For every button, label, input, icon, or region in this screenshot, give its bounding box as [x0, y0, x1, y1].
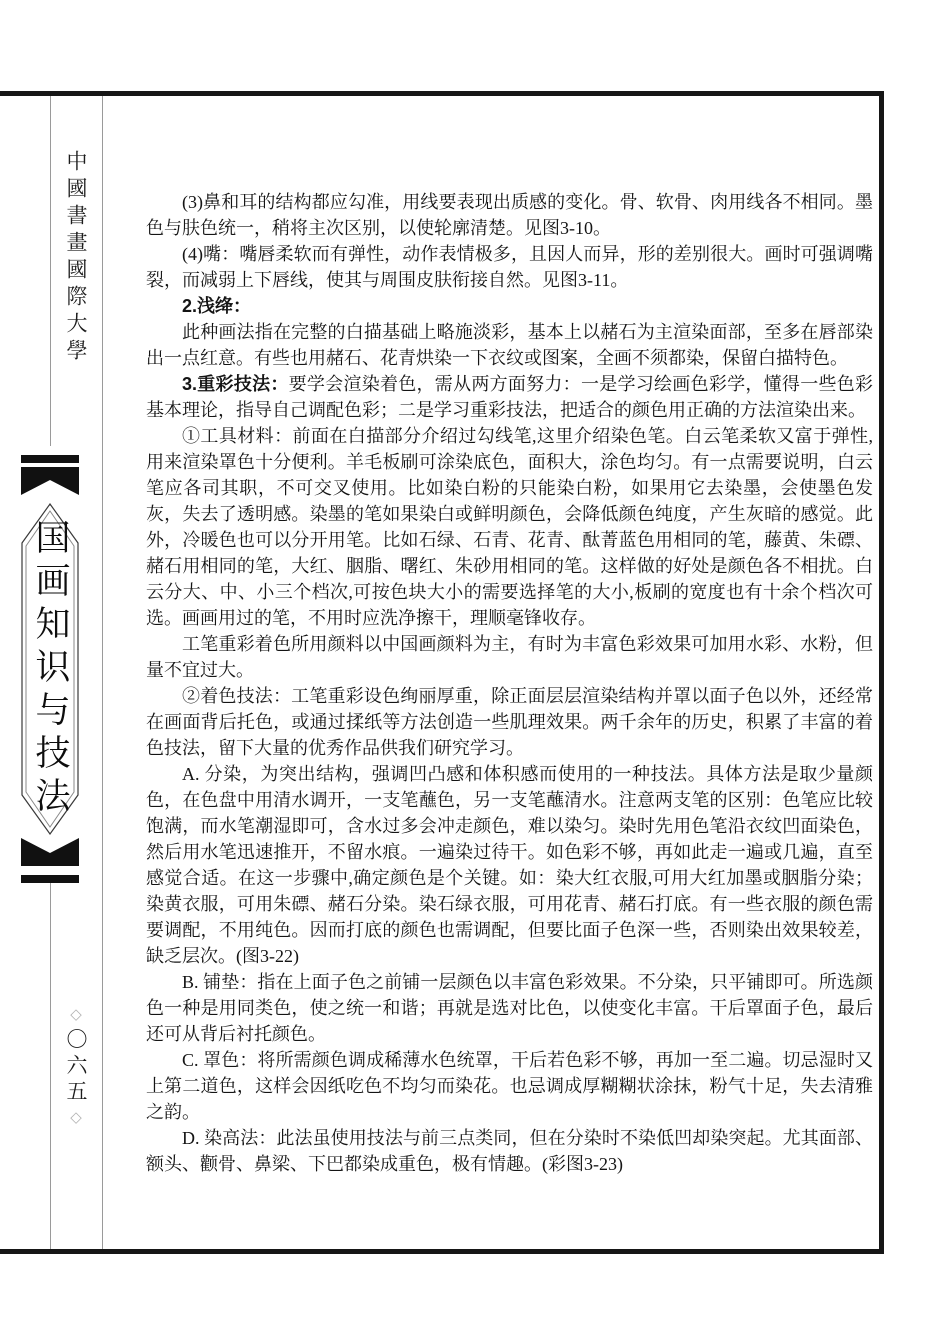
banner-bottom-pennant-icon: [21, 838, 79, 866]
banner-top-bar: [21, 455, 79, 463]
paragraph: [146, 293, 873, 319]
paragraph: [146, 241, 873, 293]
page-frame-bottom: [0, 1249, 884, 1254]
paragraph: [146, 189, 873, 241]
page-frame-top: [0, 91, 884, 96]
body-text: [146, 189, 873, 1177]
paragraph-text: A. 分染，为突出结构，强调凹凸感和体积感而使用的一种技法。具体方法是取少量颜色，在色盘中用清水调开，一支笔蘸色，另一支笔蘸清水。注意两支笔的区别：色笔应比较饱满，而水笔潮湿即可，含水过多会冲走颜色，难以染匀。染时先用色笔沿衣纹凹面染色，然后用水笔迅速推开，不留水痕。一遍染过待干。如色彩不够，再如此走一遍或几遍，直至感觉合适。在这一步骤中,确定颜色是个关键。如：染大红衣服,可用大红加墨或胭脂分染；染黄衣服，可用朱磦、赭石分染。染石绿衣服，可用花青、赭石打底。有一些衣服的颜色需要调配，不用纯色。因而打底的颜色也需调配，但要比面子色深一些，否则染出效果较差，缺乏层次。(图3-22): [146, 764, 873, 966]
page-number-column: [50, 1008, 102, 1126]
paragraph-text: 工笔重彩着色所用颜料以中国画颜料为主，有时为丰富色彩效果可加用水彩、水粉，但量不宜过大。: [146, 634, 873, 680]
page-number: 〇六五: [64, 1028, 88, 1106]
page-frame-right: [879, 91, 884, 1254]
banner-plaque: [21, 503, 79, 835]
paragraph: [146, 969, 873, 1047]
banner-top-pennant-icon: [21, 467, 79, 495]
paragraph: [146, 319, 873, 371]
banner-title: 国画知识与技法: [31, 518, 70, 820]
diamond-icon: ◇: [70, 1110, 82, 1126]
paragraph: [146, 371, 873, 423]
paragraph-heading: 3.重彩技法：: [182, 374, 289, 394]
spine-rule-right: [102, 96, 103, 1249]
paragraph-text: B. 铺垫：指在上面子色之前铺一层颜色以丰富色彩效果。不分染，只平铺即可。所选颜色一种是用同类色，使之统一和谐；再就是选对比色，以使变化丰富。干后罩面子色，最后还可从背后衬托颜色。: [146, 972, 873, 1044]
paragraph-text: D. 染高法：此法虽使用技法与前三点类同，但在分染时不染低凹却染突起。尤其面部、额头、颧骨、鼻梁、下巴都染成重色，极有情趣。(彩图3-23): [146, 1128, 873, 1174]
paragraph: [146, 423, 873, 631]
paragraph-text: (4)嘴：嘴唇柔软而有弹性，动作表情极多，且因人而异，形的差别很大。画时可强调嘴裂，而减弱上下唇线，使其与周围皮肤衔接自然。见图3-11。: [146, 244, 873, 290]
paragraph-text: (3)鼻和耳的结构都应勾准，用线要表现出质感的变化。骨、软骨、肉用线各不相同。墨色与肤色统一，稍将主次区别，以使轮廓清楚。见图3-10。: [146, 192, 873, 238]
paragraph-heading: 2.浅绛：: [182, 296, 252, 316]
paragraph: [146, 761, 873, 969]
banner-bottom-bar: [21, 875, 79, 883]
paragraph-text: 此种画法指在完整的白描基础上略施淡彩，基本上以赭石为主渲染面部，至多在唇部染出一点红意。有些也用赭石、花青烘染一下衣纹或图案，全画不须都染，保留白描特色。: [146, 322, 873, 368]
diamond-icon: ◇: [70, 1007, 82, 1023]
paragraph: [146, 1047, 873, 1125]
paragraph-text: ②着色技法：工笔重彩设色绚丽厚重，除正面层层渲染结构并罩以面子色以外，还经常在画面背后托色，或通过揉纸等方法创造一些肌理效果。两千余年的历史，积累了丰富的着色技法，留下大量的优秀作品供我们研究学习。: [146, 686, 873, 758]
paragraph: [146, 631, 873, 683]
chapter-banner: [21, 455, 79, 883]
university-title: 中國書畫國際大學: [64, 150, 88, 366]
paragraph-text: ①工具材料：前面在白描部分介绍过勾线笔,这里介绍染色笔。白云笔柔软又富于弹性,用来渲染罩色十分便利。羊毛板刷可涂染底色，面积大，涂色均匀。有一点需要说明，白云笔应各司其职，不可交叉使用。比如染白粉的只能染白粉，如果用它去染墨，会使墨色发灰，失去了透明感。染墨的笔如果染白或鲜明颜色，会降低颜色纯度，产生灰暗的感觉。此外，冷暖色也可以分开用笔。比如石绿、石青、花青、酞菁蓝色用相同的笔，藤黄、朱磦、赭石用相同的笔，大红、胭脂、曙红、朱砂用相同的笔。这样做的好处是颜色各不相扰。白云分大、中、小三个档次,可按色块大小的需要选择笔的大小,板刷的宽度也有十余个档次可选。画画用过的笔，不用时应洗净擦干，理顺毫锋收存。: [146, 426, 873, 628]
paragraph-text: C. 罩色：将所需颜色调成稀薄水色统罩，干后若色彩不够，再加一至二遍。切忌湿时又上第二道色，这样会因纸吃色不均匀而染花。也忌调成厚糊糊状涂抹，粉气十足，失去清雅之韵。: [146, 1050, 873, 1122]
paragraph-text: 要学会渲染着色，需从两方面努力：一是学习绘画色彩学，懂得一些色彩基本理论，指导自己调配色彩；二是学习重彩技法，把适合的颜色用正确的方法渲染出来。: [146, 374, 874, 420]
spine-title-column: [50, 150, 102, 366]
paragraph: [146, 1125, 873, 1177]
paragraph: [146, 683, 873, 761]
